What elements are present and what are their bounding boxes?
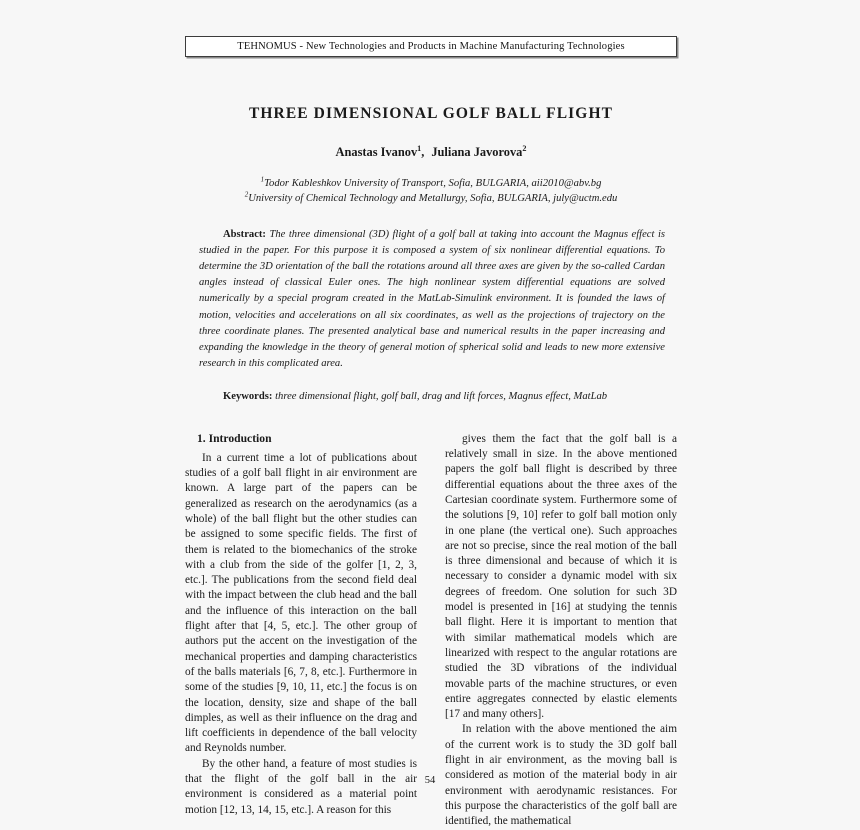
running-header-text: TEHNOMUS - New Technologies and Products in Machine Manufacturing Technologies bbox=[237, 41, 625, 52]
affiliation-text: Todor Kableshkov University of Transport, Sofia, BULGARIA, aii2010@abv.bg bbox=[264, 178, 602, 189]
body-column-left bbox=[185, 432, 417, 830]
paragraph: In a current time a lot of publications about studies of a golf ball flight in air environment are known. A large part of the papers can be generalized as research on the aerodynamics (as a whole) of the ball flight but the other studies can be assigned to some specific fields. The first of them is related to the biomechanics of the stroke with a club from the side of the golfer [1, 2, 3, etc.]. The publications from the second field deal with the impact between the club head and the ball and the influence of this interaction on the ball flight after that [4, 5, etc.]. The other group of authors put the accent on the investigation of the mechanical properties and damping characteristics of the balls materials [6, 7, 8, etc.]. Furthermore in some of the studies [9, 10, 11, etc.] the focus is on the location, density, size and shape of the ball dimples, as well as their influence on the drag and lift coefficients in dependence of the ball velocity and Reynolds number. bbox=[185, 451, 417, 755]
abstract-label: Abstract: bbox=[223, 229, 266, 241]
page-title: THREE DIMENSIONAL GOLF BALL FLIGHT bbox=[248, 105, 614, 122]
paragraph: gives them the fact that the golf ball is a relatively small in size. In the above mentioned papers the golf ball flight is described by three differential equations about the three axes of the Cartesian coordinate system. Furthermore some of the solutions [9, 10] refer to golf ball motion only in one plane (the vertical one). Such approaches are not so precise, since the real motion of the ball is three dimensional and because of which it is necessary to consider a dynamic model with six degrees of freedom. One solution for such 3D model is presented in [16] at studying the tennis ball flight. Here it is important to mention that with similar mathematical models which are linearized with respect to the angular rotations are studied the 3D vibrations of the individual movable parts of the machine structures, or even entire aggregates connected by elastic elements [17 and many others]. bbox=[445, 432, 677, 721]
affiliation-text: University of Chemical Technology and Metallurgy, Sofia, BULGARIA, july@uctm.edu bbox=[248, 193, 618, 205]
abstract-block bbox=[199, 227, 665, 372]
affiliation-marker: 1 bbox=[260, 175, 265, 184]
body-column-right bbox=[445, 432, 677, 830]
affiliation-list bbox=[185, 176, 677, 206]
author-affiliation-marker-2: 2 bbox=[522, 143, 527, 153]
section-heading-introduction: 1. Introduction bbox=[197, 431, 272, 445]
author-name-1: Anastas Ivanov bbox=[335, 145, 418, 159]
author-name-2: Juliana Javorova bbox=[431, 145, 523, 159]
keywords-text: three dimensional flight, golf ball, drag and lift forces, Magnus effect, MatLab bbox=[275, 390, 608, 402]
running-header bbox=[185, 36, 677, 57]
abstract-text: The three dimensional (3D) flight of a golf ball at taking into account the Magnus effect is studied in the paper. For this purpose it is composed a system of six nonlinear differential equations. To determine the 3D orientation of the ball the rotations around all three axes are given by the so-called Cardan angles instead of classical Euler ones. The high nonlinear system differential equations are solved numerically by a special program created in the MatLab-Simulink environment. It is founded the laws of motion, velocities and accelerations on all six coordinates, as well as the projections of trajectory on the three coordinate planes. The presented analytical base and numerical results in the paper increasing and expanding the knowledge in the theory of general motion of spherical solid and leads to new more extensive research in this complicated area. bbox=[199, 229, 666, 369]
body-columns bbox=[185, 432, 677, 830]
keywords-block bbox=[199, 389, 665, 405]
author-list: Anastas Ivanov$^1$, Juliana Javorova$^2$ bbox=[335, 143, 527, 159]
paragraph: In relation with the above mentioned the aim of the current work is to study the 3D golf ball flight in air environment, as the moving ball is considered as motion of the material body in air environment with aerodynamic resistances. For this purpose the characteristics of the golf ball are identified, the mathematical bbox=[445, 723, 677, 828]
page-number: 54 bbox=[424, 775, 436, 786]
affiliation-item bbox=[185, 191, 677, 206]
paragraph: By the other hand, a feature of most studies is that the flight of the golf ball in the air environment is considered as a material point motion [12, 13, 14, 15, etc.]. A reason for this bbox=[185, 757, 417, 816]
page-content bbox=[185, 36, 677, 830]
author-affiliation-marker-1: 1 bbox=[417, 143, 422, 153]
affiliation-marker: 2 bbox=[244, 190, 249, 199]
keywords-label: Keywords: bbox=[223, 390, 273, 402]
affiliation-item bbox=[185, 176, 677, 191]
